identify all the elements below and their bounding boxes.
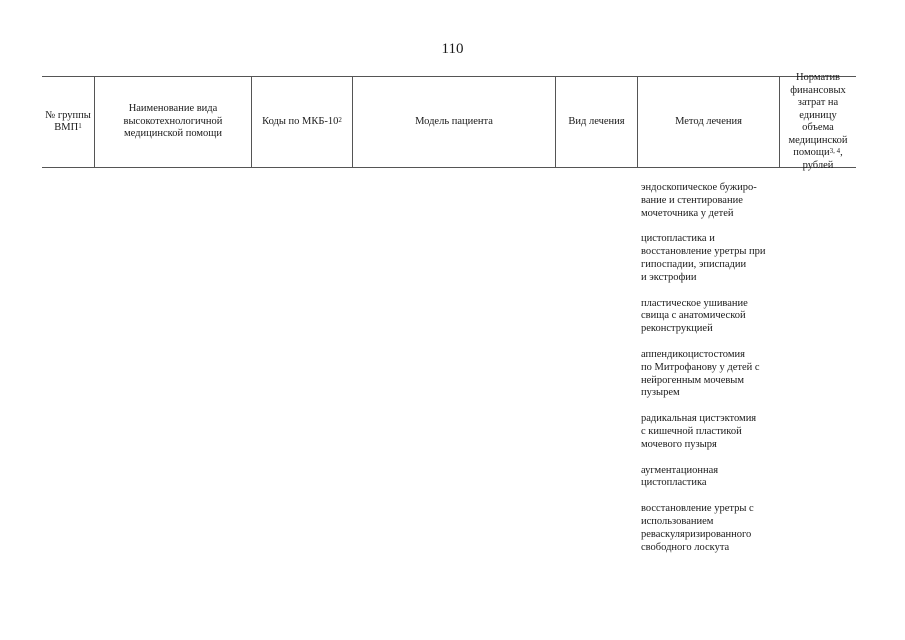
header-care-type-name-text: Наименование вида высокотехнологичной медицинской помощи [123,103,223,140]
method-item: пластическое ушивание свища с анатомической реконструкцией [641,297,748,335]
treatment-methods-list [641,182,781,567]
header-group-number [42,77,94,167]
header-icd-codes-text: Коды по МКБ-$10^2$ [262,115,342,127]
header-treatment-method-text: Метод лечения [675,115,742,127]
page-number: 110 [441,41,464,57]
table-header [42,72,856,171]
header-patient-model [352,77,555,167]
header-treatment-type [555,77,637,167]
header-treatment-type-text: Вид лечения [568,115,625,127]
header-cost-norm-text: Норматив финансовых затрат на единицу объема медицинской помощи$^{3, 4}$, рублей [788,72,848,171]
header-patient-model-text: Модель пациента [415,115,493,127]
method-item: восстановление уретры с использованием реваскуляризированного свободного лоскута [641,503,754,553]
header-treatment-method [637,77,779,167]
header-group-number-text: № группы ВМП$^1$ [45,109,91,133]
method-item: цистопластика и восстановление уретры при гипоспадии, эписпадии и экстрофии [641,233,766,283]
method-item: радикальная цистэктомия с кишечной пластикой мочевого пузыря [641,413,757,450]
header-icd-codes [251,77,352,167]
method-item: аппендикоцистостомия по Митрофанову у детей с нейрогенным мочевым пузырем [641,348,760,399]
method-item: эндоскопическое бужиро- вание и стентирование мочеточника у детей [641,182,757,219]
method-item: аугментационная цистопластика [641,464,719,489]
header-care-type-name [94,77,251,167]
header-cost-norm [779,72,856,171]
